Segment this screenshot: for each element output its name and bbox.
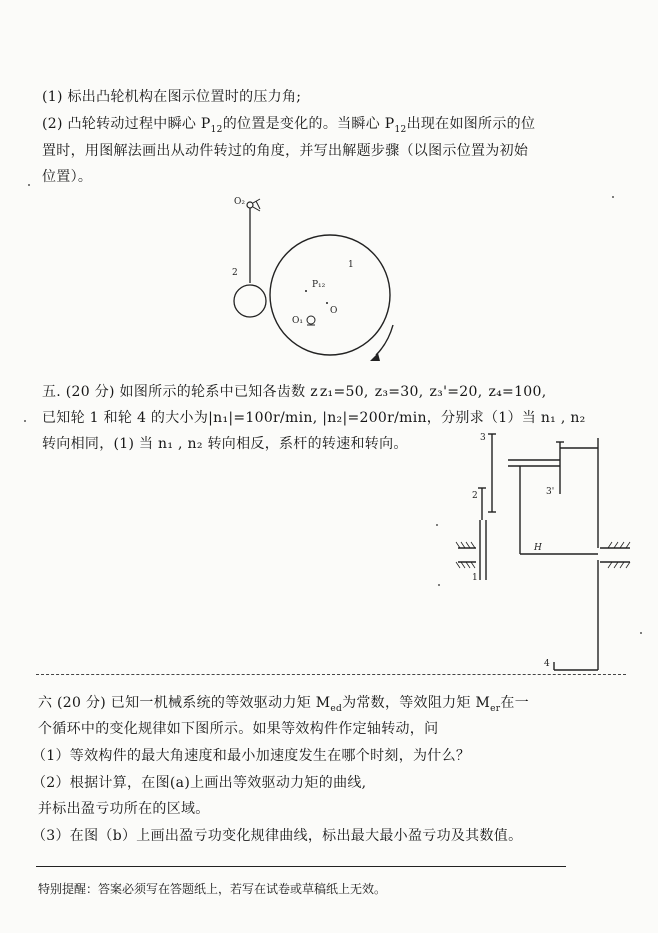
cam-disc [270, 235, 390, 355]
cam-mechanism-diagram [220, 195, 410, 375]
q4-item2-line1: (2) 凸轮转动过程中瞬心 $P_{12}$的位置是变化的。当瞬心 $P_{12}$出现在如图所示的位 [42, 116, 536, 135]
hatch-right-top [608, 542, 630, 548]
q5-line1: 五. (20 分) 如图所示的轮系中已知各齿数 z z₁=50, z₃=30, z₃'=20, z₄=100, [42, 384, 547, 400]
label-h: H [534, 543, 542, 553]
q6-line1: 六 (20 分) 已知一机械系统的等效驱动力矩 $M_{ed}$为常数，等效阻力矩 $M_{er}$在一 [38, 695, 529, 714]
q4-item1: (1) 标出凸轮机构在图示位置时的压力角; [42, 89, 302, 105]
hatch-right-bottom [608, 562, 630, 568]
scan-speck [24, 420, 26, 422]
label-gear-3: 3 [480, 433, 486, 443]
q5-line3: 转向相同，(1) 当 n₁ , n₂ 转向相反，系杆的转速和转向。 [42, 436, 408, 452]
pivot-o1 [307, 316, 315, 324]
scan-speck [436, 524, 438, 526]
center-o [326, 302, 328, 304]
hatch-left-top [456, 542, 475, 548]
footer-note: 特别提醒：答案必须写在答题纸上，若写在试卷或草稿纸上无效。 [38, 882, 387, 896]
scan-speck [640, 632, 642, 634]
q6-item3: （3）在图（b）上画出盈亏功变化规律曲线，标出最大最小盈亏功及其数值。 [32, 828, 523, 844]
scan-speck [612, 196, 614, 198]
footer-rule [36, 866, 566, 867]
scan-speck [28, 184, 30, 186]
label-gear-2: 2 [472, 491, 478, 501]
label-o2: O₂ [234, 197, 245, 207]
q6-item2-cont: 并标出盈亏功所在的区域。 [38, 801, 210, 817]
label-1: 1 [348, 260, 354, 270]
label-p12: P₁₂ [312, 280, 326, 290]
rotation-arrow-head [370, 353, 380, 361]
label-gear-3p: 3' [546, 487, 555, 497]
section-separator [36, 674, 626, 675]
q4-item2-line3: 位置）。 [42, 169, 93, 185]
label-o: O [330, 306, 338, 316]
label-o1: O₁ [292, 316, 303, 326]
pivot-o2 [247, 202, 253, 208]
q5-line2: 已知轮 1 和轮 4 的大小为|n₁|=100r/min, |n₂|=200r/min，分别求（1）当 n₁ , n₂ [42, 410, 586, 426]
q6-item2: （2）根据计算，在图(a)上画出等效驱动力矩的曲线, [32, 775, 367, 791]
pivot-o2-support [253, 199, 260, 211]
p12-point [305, 290, 307, 292]
q4-item2-line2: 置时，用图解法画出从动件转过的角度，并写出解题步骤（以图示位置为初始 [42, 143, 529, 159]
q6-item1: （1）等效构件的最大角速度和最小加速度发生在哪个时刻，为什么？ [32, 748, 471, 764]
scan-speck [438, 584, 440, 586]
gear-train-diagram [450, 430, 640, 675]
follower-roller [234, 285, 266, 317]
q6-line2: 个循环中的变化规律如下图所示。如果等效构件作定轴转动，问 [38, 721, 439, 737]
label-gear-1: 1 [472, 573, 478, 583]
label-gear-4: 4 [544, 659, 550, 669]
label-2: 2 [232, 268, 238, 278]
hatch-left-bottom [456, 562, 475, 568]
